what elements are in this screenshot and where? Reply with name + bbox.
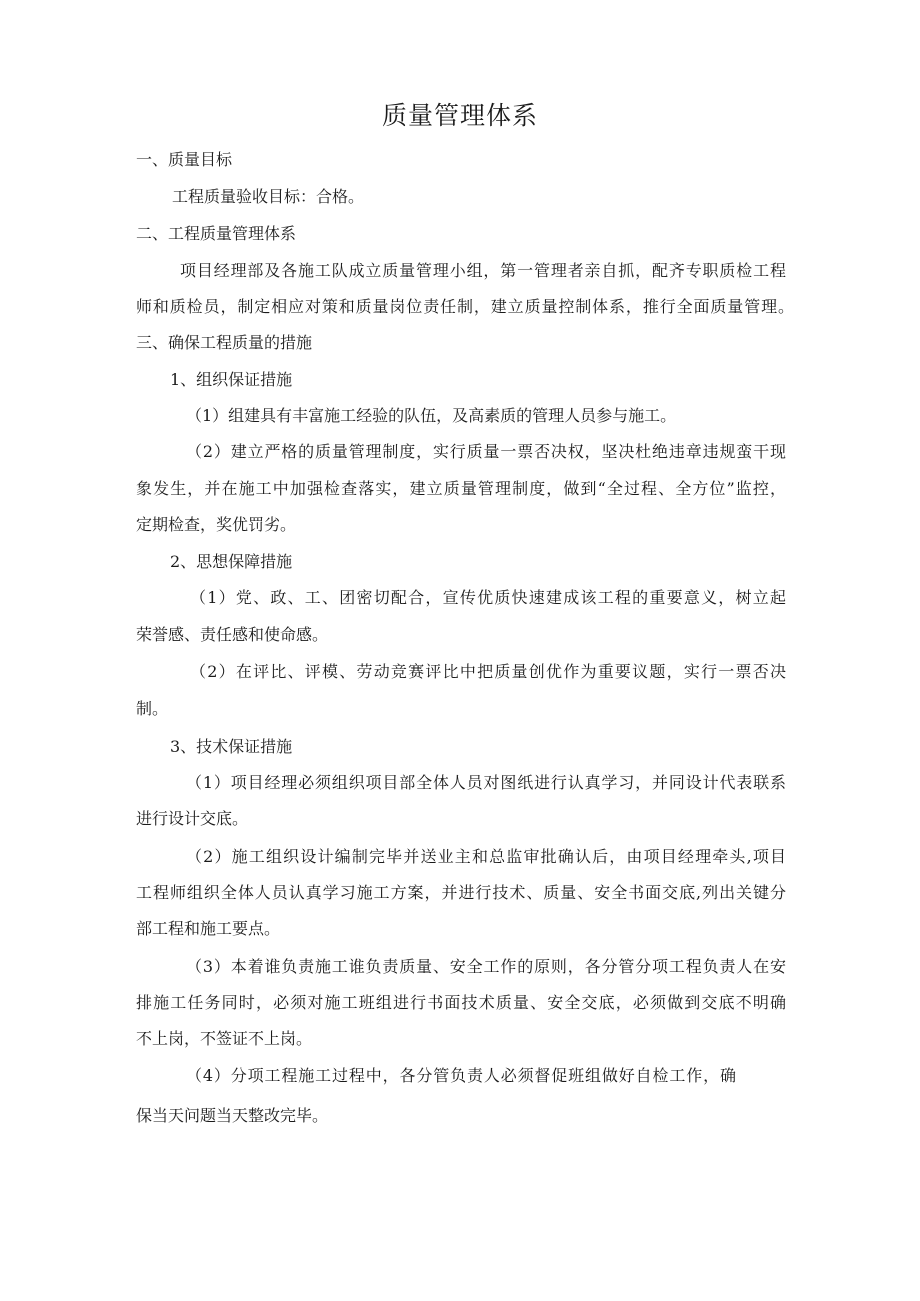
paragraph-line: 保当天问题当天整改完毕。 — [136, 1106, 329, 1125]
paragraph-line: （4）分项工程施工过程中，各分管负责人必须督促班组做好自检工作，确 — [186, 1066, 736, 1085]
paragraph-line: 不上岗，不签证不上岗。 — [136, 1029, 313, 1048]
paragraph-line: 制。 — [136, 699, 169, 718]
paragraph-line: 进行设计交底。 — [136, 809, 249, 828]
paragraph-line: （1）项目经理必须组织项目部全体人员对图纸进行认真学习，并同设计代表联系 — [186, 773, 786, 792]
section-heading: 三、确保工程质量的措施 — [136, 333, 313, 352]
paragraph-line: （1）组建具有丰富施工经验的队伍，及高素质的管理人员参与施工。 — [186, 406, 677, 425]
paragraph-line: 荣誉感、责任感和使命感。 — [136, 625, 329, 644]
subsection-heading: 1、组织保证措施 — [170, 370, 293, 389]
paragraph-line: （2）在评比、评模、劳动竞赛评比中把质量创优作为重要议题，实行一票否决 — [190, 662, 786, 681]
paragraph-line: 项目经理部及各施工队成立质量管理小组，第一管理者亲自抓，配齐专职质检工程 — [180, 261, 786, 280]
subsection-heading: 3、技术保证措施 — [170, 737, 293, 756]
paragraph-line: （1）党、政、工、团密切配合，宣传优质快速建成该工程的重要意义，树立起 — [190, 588, 786, 607]
page-title: 质量管理体系 — [381, 101, 538, 130]
subsection-heading: 2、思想保障措施 — [170, 552, 293, 571]
paragraph-line: （2）建立严格的质量管理制度，实行质量一票否决权，坚决杜绝违章违规蛮干现 — [186, 442, 786, 461]
paragraph-line: 定期检查，奖优罚劣。 — [136, 515, 297, 534]
paragraph-line: 象发生，并在施工中加强检查落实，建立质量管理制度，做到“全过程、全方位”监控， — [136, 479, 786, 498]
paragraph-line: 师和质检员，制定相应对策和质量岗位责任制，建立质量控制体系，推行全面质量管理。 — [136, 297, 794, 316]
paragraph-line: 部工程和施工要点。 — [136, 919, 281, 938]
paragraph-line: （2）施工组织设计编制完毕并送业主和总监审批确认后，由项目经理牵头,项目 — [186, 847, 786, 866]
paragraph-line: 排施工任务同时，必须对施工班组进行书面技术质量、安全交底，必须做到交底不明确 — [136, 993, 786, 1012]
paragraph-line: 工程师组织全体人员认真学习施工方案，并进行技术、质量、安全书面交底,列出关键分 — [136, 883, 786, 902]
section-heading: 二、工程质量管理体系 — [136, 224, 297, 243]
paragraph-line: （3）本着谁负责施工谁负责质量、安全工作的原则，各分管分项工程负责人在安 — [186, 957, 786, 976]
section-heading: 一、质量目标 — [136, 150, 233, 169]
paragraph-line: 工程质量验收目标：合格。 — [172, 187, 365, 206]
